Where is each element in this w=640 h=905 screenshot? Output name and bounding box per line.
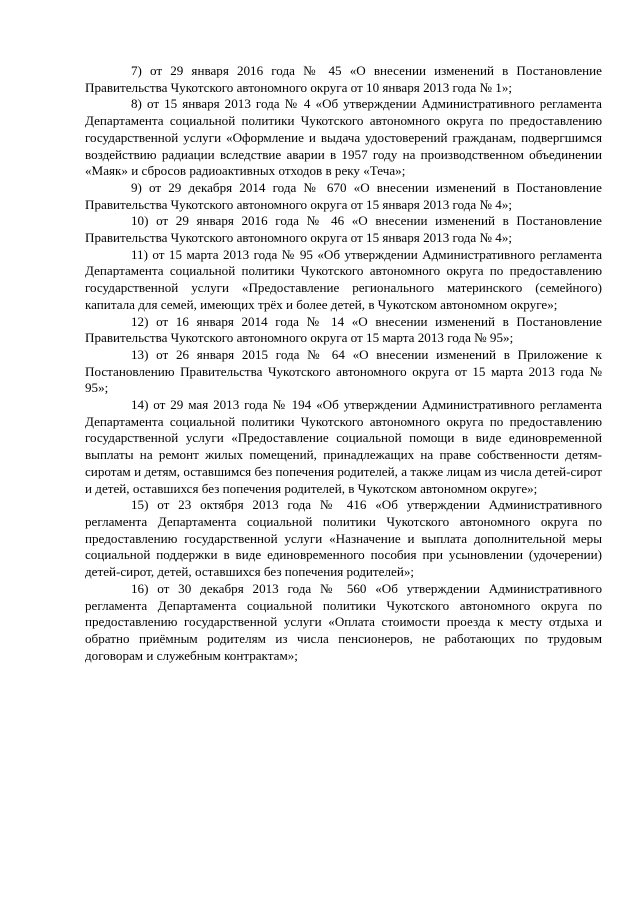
list-item-11: 11) от 15 марта 2013 года № 95 «Об утверждении Административного регламента Департамента социальной политики Чукотского автономного округа по предоставлению государственной услуги «Предоставление регионального материнского (семейного) капитала для семей, имеющих трёх и более детей, в Чукотском автономном округе»; [85,246,602,312]
list-item-12: 12) от 16 января 2014 года № 14 «О внесении изменений в Постановление Правительства Чукотского автономного округа от 15 марта 2013 года № 95»; [85,313,602,346]
list-item-13: 13) от 26 января 2015 года № 64 «О внесении изменений в Приложение к Постановлению Правительства Чукотского автономного округа от 15 марта 2013 года № 95»; [85,346,602,396]
list-item-16: 16) от 30 декабря 2013 года № 560 «Об утверждении Административного регламента Департамента социальной политики Чукотского автономного округа по предоставлению государственной услуги «Оплата стоимости проезда к месту отдыха и обратно приёмным родителям из числа пенсионеров, не работающих по трудовым договорам и служебным контрактам»; [85,580,602,663]
list-item-10: 10) от 29 января 2016 года № 46 «О внесении изменений в Постановление Правительства Чукотского автономного округа от 15 января 2013 года № 4»; [85,213,602,246]
list-item-15: 15) от 23 октября 2013 года № 416 «Об утверждении Административного регламента Департамента социальной политики Чукотского автономного округа по предоставлению государственной услуги «Назначение и выплата дополнительной меры социальной поддержки в виде единовременного пособия при усыновлении (удочерении) детей-сирот, детей, оставшихся без попечения родителей»; [85,497,602,580]
list-item-9: 9) от 29 декабря 2014 года № 670 «О внесении изменений в Постановление Правительства Чукотского автономного округа от 15 января 2013 года № 4»; [85,179,602,212]
list-item-14: 14) от 29 мая 2013 года № 194 «Об утверждении Административного регламента Департамента социальной политики Чукотского автономного округа по предоставлению государственной услуги «Предоставление социальной помощи в виде единовременной выплаты на ремонт жилых помещений, принадлежащих на праве собственности детям-сиротам и детям, оставшимся без попечения родителей, а также лицам из числа детей-сирот и детей, оставшихся без попечения родителей, в Чукотском автономном округе»; [85,397,602,496]
list-item-8: 8) от 15 января 2013 года № 4 «Об утверждении Административного регламента Департамента социальной политики Чукотского автономного округа по предоставлению государственной услуги «Оформление и выдача удостоверений гражданам, подвергшимся воздействию радиации вследствие аварии в 1957 году на производственном объединении «Маяк» и сбросов радиоактивных отходов в реку «Теча»; [85,96,602,179]
list-item-7: 7) от 29 января 2016 года № 45 «О внесении изменений в Постановление Правительства Чукотского автономного округа от 10 января 2013 года № 1»; [85,63,602,95]
document-page [85,63,602,664]
